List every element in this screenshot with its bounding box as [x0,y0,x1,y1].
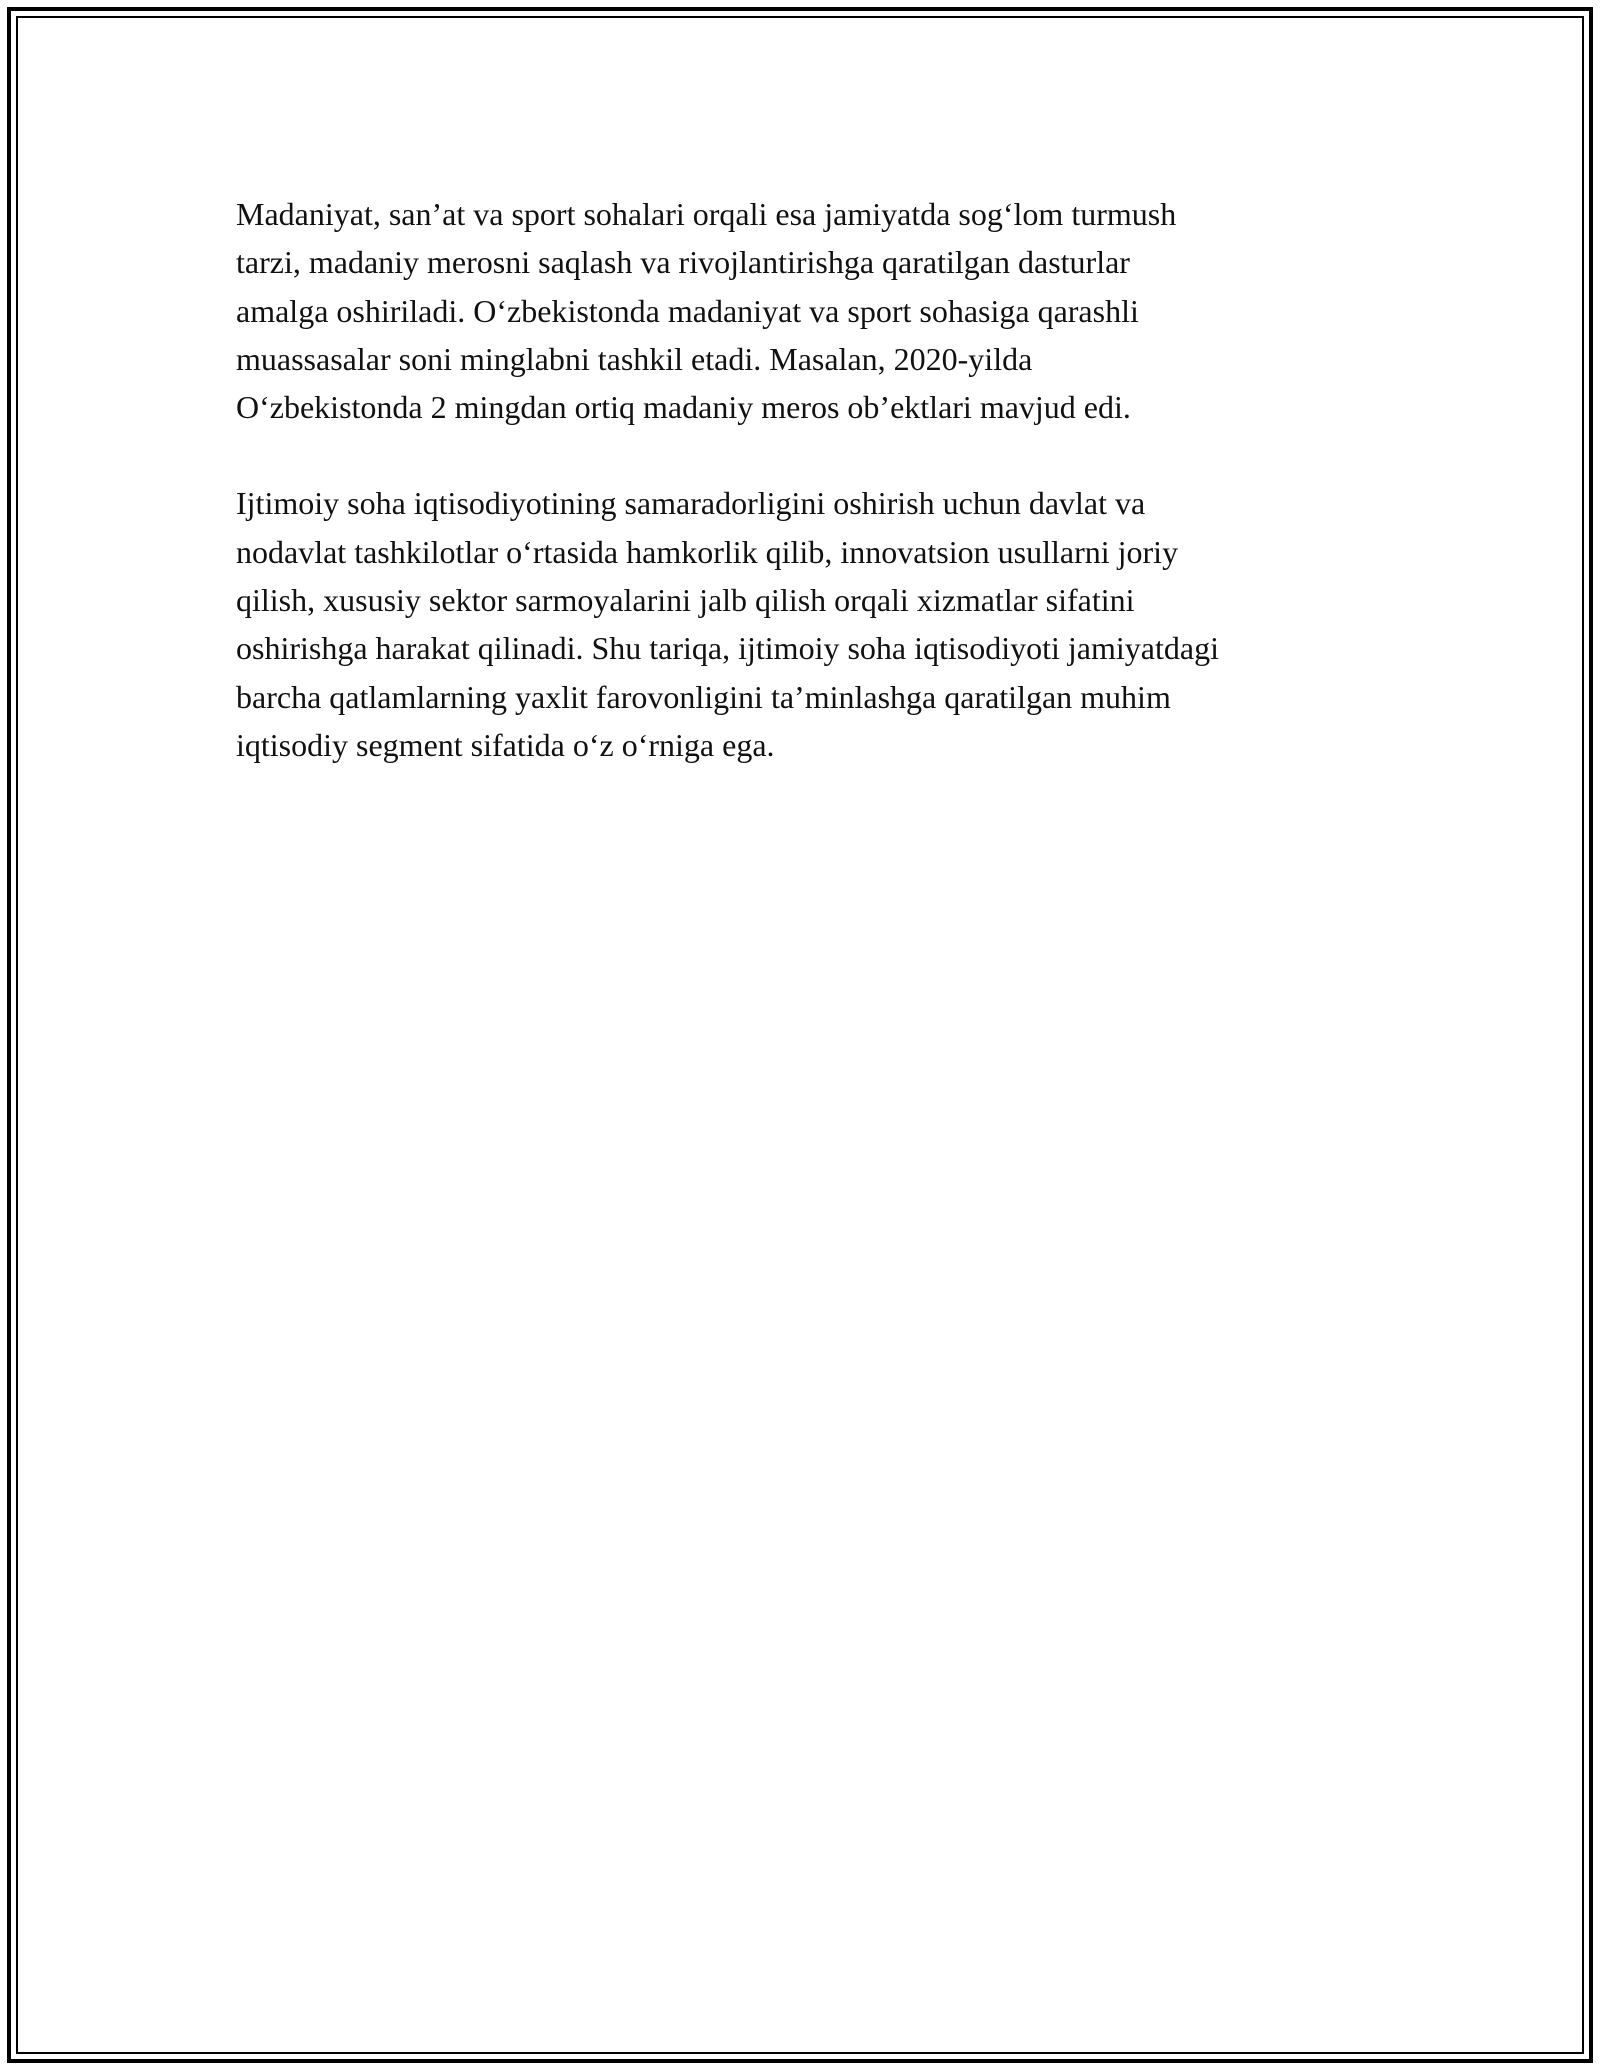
text-line: qilish, xususiy sektor sarmoyalarini jalb qilish orqali xizmatlar sifatini [236,582,1135,619]
text-line: oshirishga harakat qilinadi. Shu tariqa, ijtimoiy soha iqtisodiyoti jamiyatdagi [236,630,1219,667]
paragraph-social-economy [236,479,1386,769]
text-line: Ijtimoiy soha iqtisodiyotining samaradorligini oshirish uchun davlat va [236,485,1146,522]
text-line: barcha qatlamlarning yaxlit farovonligini ta’minlashga qaratilgan muhim [236,678,1171,715]
text-line: nodavlat tashkilotlar o‘rtasida hamkorlik qilib, innovatsion usullarni joriy [236,533,1179,570]
text-line: Madaniyat, san’at va sport sohalari orqali esa jamiyatda sog‘lom turmush [236,196,1177,232]
text-line: tarzi, madaniy merosni saqlash va rivojlantirishga qaratilgan dasturlar [236,244,1130,281]
paragraph-culture-sport [236,190,1386,431]
document-body [236,190,1386,769]
text-line: iqtisodiy segment sifatida o‘z o‘rniga ega. [236,726,775,763]
text-line: amalga oshiriladi. O‘zbekistonda madaniyat va sport sohasiga qarashli [236,292,1139,329]
text-line: O‘zbekistonda 2 mingdan ortiq madaniy meros ob’ektlari mavjud edi. [236,389,1131,426]
text-line: muassasalar soni minglabni tashkil etadi. Masalan, 2020-yilda [236,340,1033,377]
